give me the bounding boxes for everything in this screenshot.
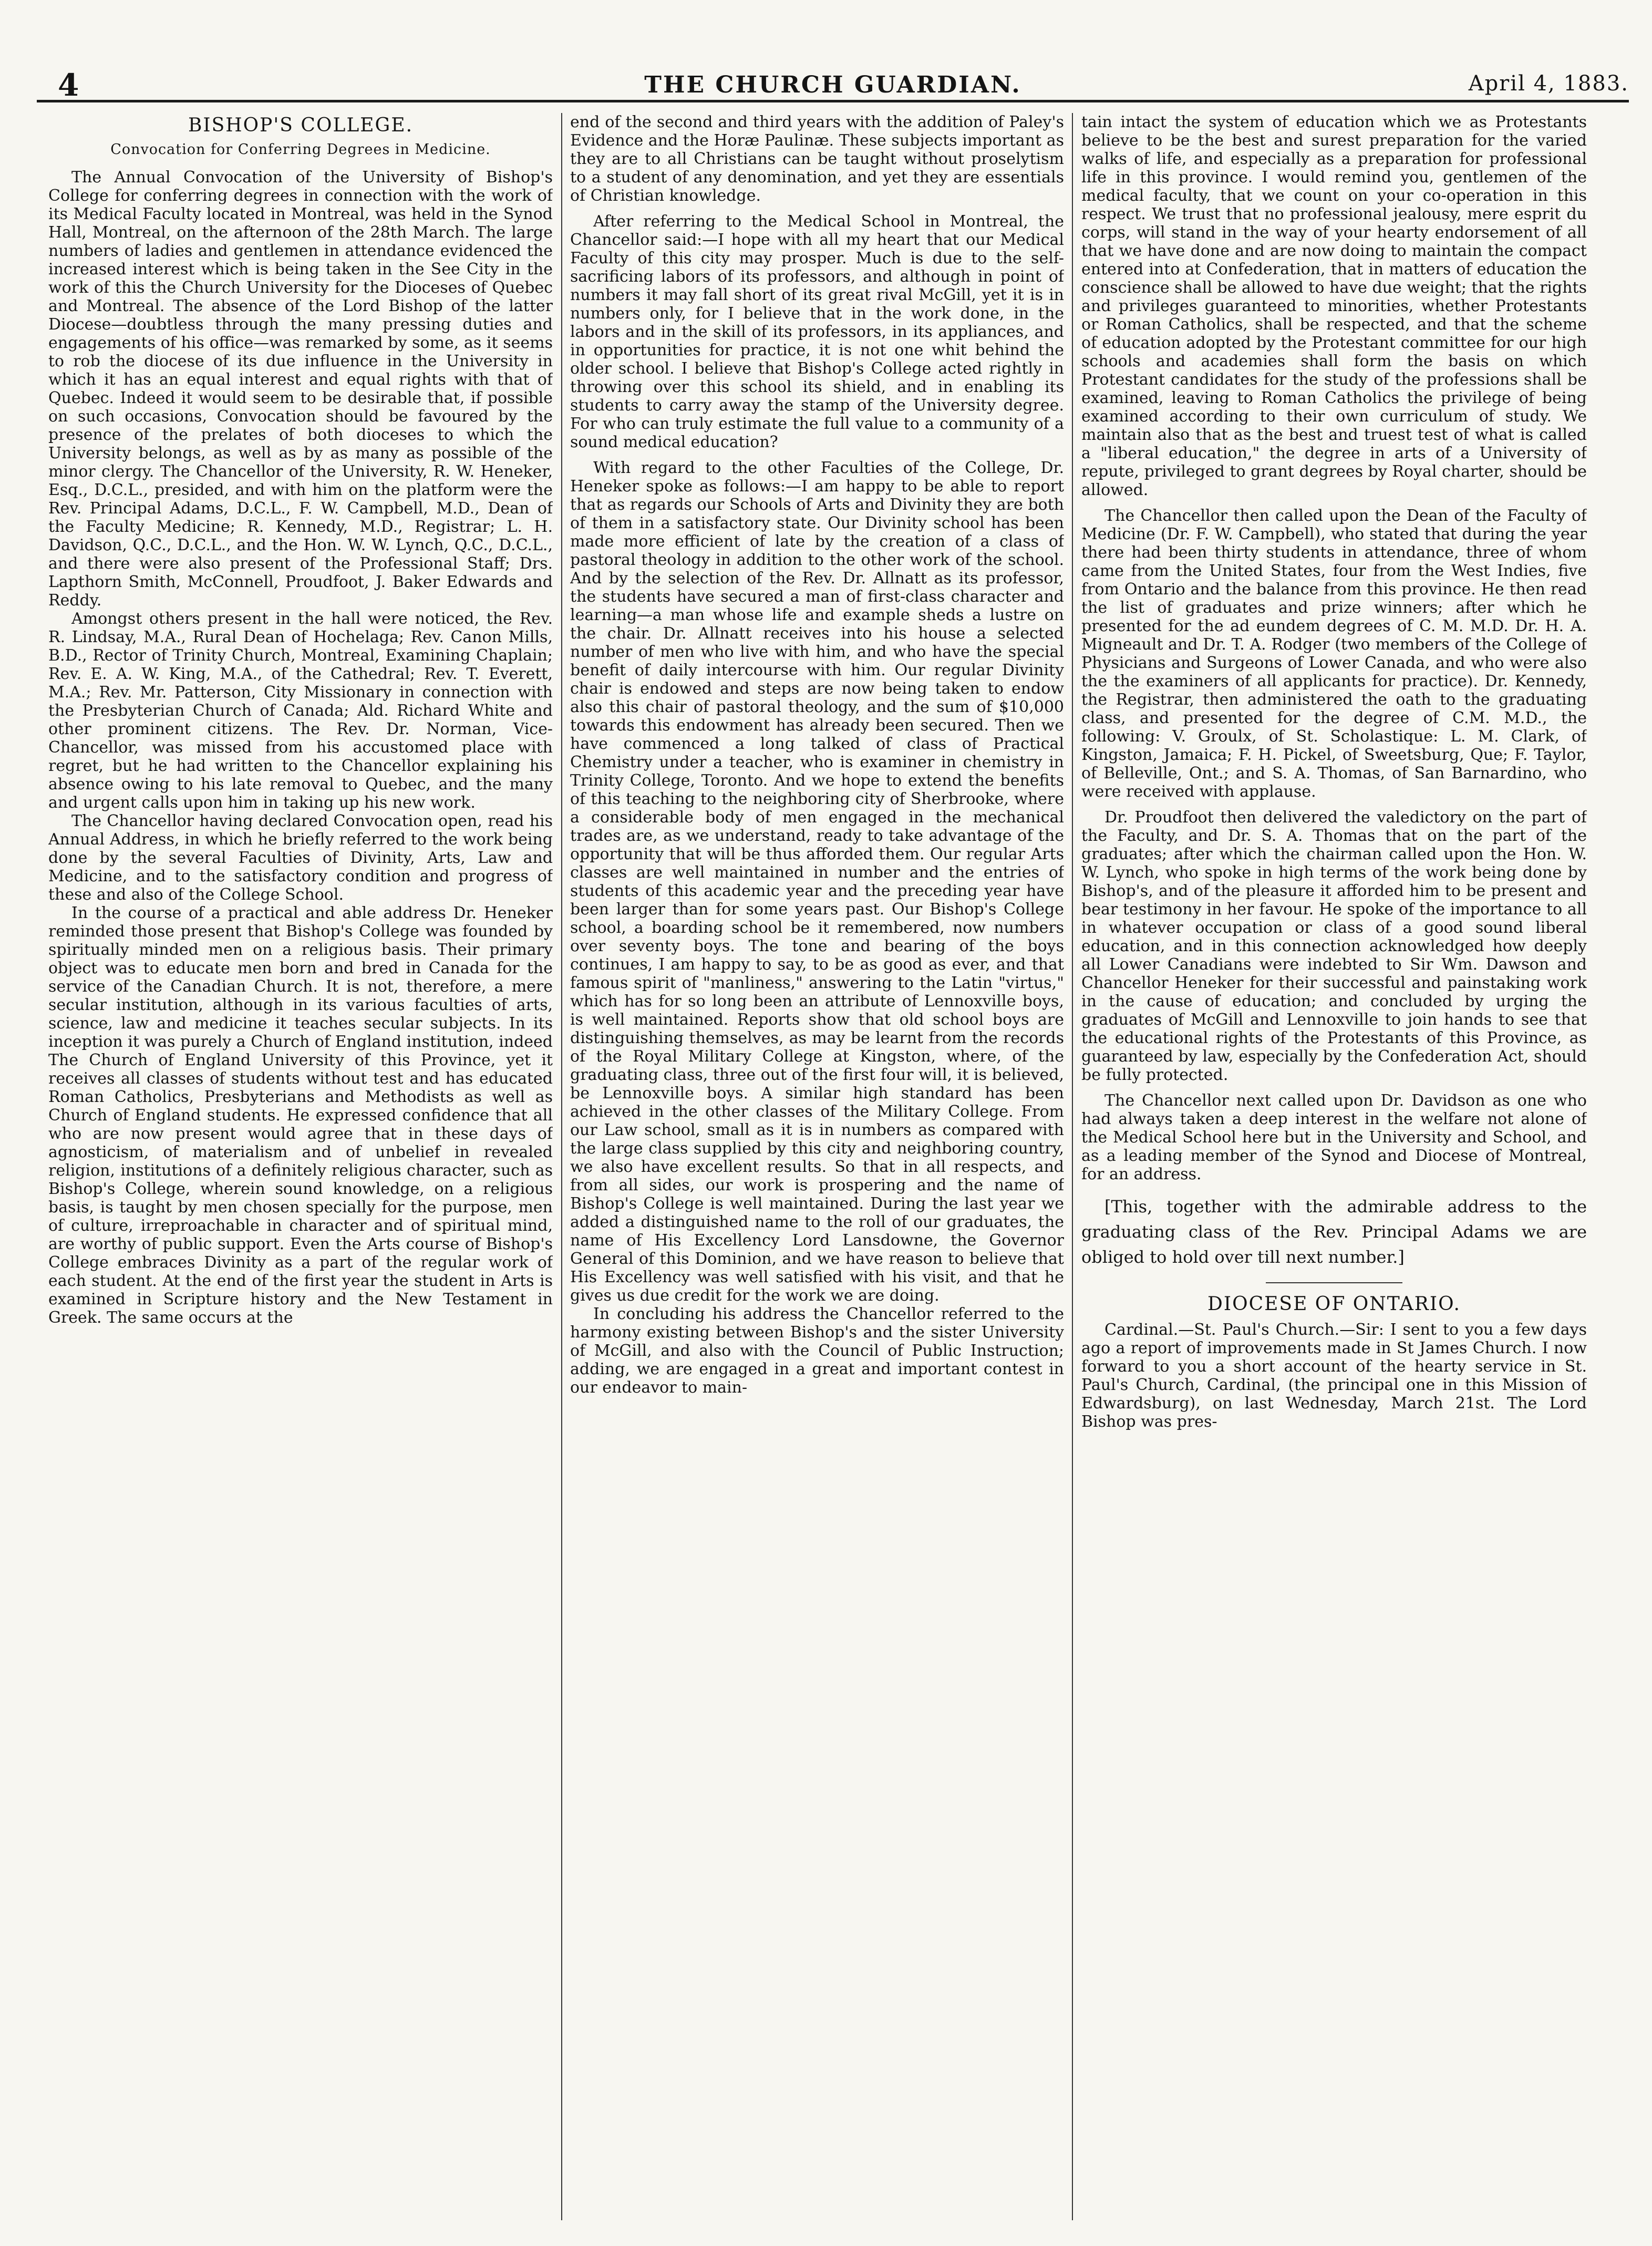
paragraph: The Annual Convocation of the University of Bishop's College for conferring degrees in connection with the work of its Medical Faculty located in Montreal, was held in the Synod Hall, Montreal, on the afternoon of the 28th March. The large numbers of ladies and gentlemen in attendance evidenced the increased interest which is being taken in the See City in the work of this the Church University for the Dioceses of Quebec and Montreal. The absence of the Lord Bishop of the latter Diocese—doubtless through the many pressing duties and engagements of his office—was remarked by some, as it seems to rob the diocese of its due influence in the University in which it has an equal interest and equal rights with that of Quebec. Indeed it would seem to be desirable that, if possible on such occasions, Convocation should be favoured by the presence of the prelates of both dioceses to which the University belongs, as well as by as many as possible of the minor clergy. The Chancellor of the University, R. W. Heneker, Esq., D.C.L., presided, and with him on the platform were the Rev. Principal Adams, D.C.L., F. W. Campbell, M.D., Dean of the Faculty Medicine; R. Kennedy, M.D., Registrar; L. H. Davidson, Q.C., D.C.L., and the Hon. W. W. Lynch, Q.C., D.C.L., and there were also present of the Professional Staff; Drs. Lapthorn Smith, McConnell, Proudfoot, J. Baker Edwards and Reddy. bbox=[48, 168, 553, 610]
paragraph: The Chancellor having declared Convocation open, read his Annual Address, in which he briefly referred to the work being done by the several Faculties of Divinity, Arts, Law and Medicine, and to the satisfactory condition and progress of these and also of the College School. bbox=[48, 812, 553, 904]
column-divider bbox=[561, 113, 562, 2220]
issue-date: April 4, 1883. bbox=[1468, 71, 1629, 96]
column-2 bbox=[570, 113, 1064, 2220]
paragraph: Cardinal.—St. Paul's Church.—Sir: I sent to you a few days ago a report of improvements made in St James Church. I now forward to you a short account of the hearty service in St. Paul's Church, Cardinal, (the principal one in this Mission of Edwardsburg), on last Wednesday, March 21st. The Lord Bishop was pres- bbox=[1081, 1321, 1587, 1431]
article-subheading: Convocation for Conferring Degrees in Medicine. bbox=[110, 141, 491, 158]
newspaper-title: THE CHURCH GUARDIAN. bbox=[644, 71, 1021, 98]
masthead bbox=[37, 67, 1629, 102]
paragraph: Amongst others present in the hall were noticed, the Rev. R. Lindsay, M.A., Rural Dean of Hochelaga; Rev. Canon Mills, B.D., Rector of Trinity Church, Montreal, Examining Chaplain; Rev. E. A. W. King, M.A., of the Cathedral; Rev. T. Everett, M.A.; Rev. Mr. Patterson, City Missionary in connection with the Presbyterian Church of Canada; Ald. Richard White and other prominent citizens. The Rev. Dr. Norman, Vice-Chancellor, was missed from his accustomed place with regret, but he had written to the Chancellor explaining his absence owing to his late removal to Quebec, and the many and urgent calls upon him in taking up his new work. bbox=[48, 610, 553, 812]
paragraph: tain intact the system of education which we as Protestants believe to be the best and surest preparation for the varied walks of life, and especially as a preparation for professional life in this province. I would remind you, gentlemen of the medical faculty, that we count on your co-operation in this respect. We trust that no professional jealousy, mere esprit du corps, will stand in the way of your hearty endorsement of all that we have done and are now doing to maintain the compact entered into at Confederation, that in matters of education the conscience shall be allowed to have due weight; that the rights and privileges guaranteed to minorities, whether Protestants or Roman Catholics, shall be respected, and that the scheme of education adopted by the Protestant committee for our high schools and academies shall form the basis on which Protestant candidates for the study of the professions shall be examined, leaving to Roman Catholics the privilege of being examined according to their own curriculum of study. We maintain also that as the best and truest test of what is called a "liberal education," the degree in arts of a University of repute, privileged to grant degrees by Royal charter, should be allowed. bbox=[1081, 113, 1587, 499]
paragraph: end of the second and third years with the addition of Paley's Evidence and the Horæ Paulinæ. These subjects important as they are to all Christians can be taught without proselytism to a student of any denomination, and yet they are essentials of Christian knowledge. bbox=[570, 113, 1064, 205]
column-3 bbox=[1081, 113, 1587, 2220]
paragraph: With regard to the other Faculties of the College, Dr. Heneker spoke as follows:—I am happy to be able to report that as regards our Schools of Arts and Divinity they are both of them in a satisfactory state. Our Divinity school has been made more efficient of late by the creation of a class of pastoral theology in addition to the other work of the school. And by the selection of the Rev. Dr. Allnatt as its professor, the students have secured a man of first-class character and learning—a man whose life and example sheds a lustre on the chair. Dr. Allnatt receives into his house a selected number of men who live with him, and who have the special benefit of daily intercourse with him. Our regular Divinity chair is endowed and steps are now being taken to endow also this chair of pastoral theology, and the sum of $10,000 towards this endowment has already been secured. Then we have commenced a long talked of class of Practical Chemistry under a teacher, who is examiner in chemistry in Trinity College, Toronto. And we hope to extend the benefits of this teaching to the neighboring city of Sherbrooke, where a considerable body of men engaged in the mechanical trades are, as we understand, ready to take advantage of the opportunity that will be thus afforded them. Our regular Arts classes are well maintained in number and the entries of students of this academic year and the preceding year have been larger than for some years past. Our Bishop's College school, a boarding school be it remembered, now numbers over seventy boys. The tone and bearing of the boys continues, I am happy to say, to be as good as ever, and that famous spirit of "manliness," answering to the Latin "virtus," which has for so long been an attribute of Lennoxville boys, is well maintained. Reports show that old school boys are distinguishing themselves, as may be learnt from the records of the Royal Military College at Kingston, where, of the graduating class, three out of the first four will, it is believed, be Lennoxville boys. A similar high standard has been achieved in the other classes of the Military College. From our Law school, small as it is in numbers as compared with the large class supplied by this city and neighboring country, we also have excellent results. So that in all respects, and from all sides, our work is prospering and the name of Bishop's College is well maintained. During the last year we added a distinguished name to the roll of our graduates, the name of His Excellency Lord Lansdowne, the Governor General of this Dominion, and we have reason to believe that His Excellency was well satisfied with his visit, and that he gives us due credit for the work we are doing. bbox=[570, 459, 1064, 1305]
paragraph: The Chancellor next called upon Dr. Davidson as one who had always taken a deep interest in the welfare not alone of the Medical School here but in the University and School, and as a leading member of the Synod and Diocese of Montreal, for an address. bbox=[1081, 1091, 1587, 1183]
column-divider bbox=[1072, 113, 1073, 2220]
column-1 bbox=[48, 113, 553, 2220]
article-heading: BISHOP'S COLLEGE. bbox=[188, 115, 414, 136]
paragraph: In the course of a practical and able address Dr. Heneker reminded those present that Bishop's College was founded by spiritually minded men on a religious basis. Their primary object was to educate men born and bred in Canada for the service of the Canadian Church. It is not, therefore, a mere secular institution, although in its various faculties of arts, science, law and medicine it teaches secular subjects. In its inception it was purely a Church of England institution, indeed The Church of England University of this Province, yet it receives all classes of students without test and has educated Roman Catholics, Presbyterians and Methodists as well as Church of England students. He expressed confidence that all who are now present would agree that in these days of agnosticism, of materialism and of unbelief in revealed religion, institutions of a definitely religious character, such as Bishop's College, wherein sound knowledge, on a religious basis, is taught by men chosen specially for the purpose, men of culture, irreproachable in character and of spiritual mind, are worthy of public support. Even the Arts course of Bishop's College embraces Divinity as a part of the regular work of each student. At the end of the first year the student in Arts is examined in Scripture history and the New Testament in Greek. The same occurs at the bbox=[48, 904, 553, 1327]
article-heading: DIOCESE OF ONTARIO. bbox=[1207, 1293, 1461, 1315]
paragraph: After referring to the Medical School in Montreal, the Chancellor said:—I hope with all my heart that our Medical Faculty of this city may prosper. Much is due to the self-sacrificing labors of its professors, and although in point of numbers it may fall short of its great rival McGill, yet it is in numbers only, for I believe that in the work done, in the labors and in the skill of its professors, in its appliances, and in opportunities for practice, it is not one whit behind the older school. I believe that Bishop's College acted rightly in throwing over this school its shield, and in enabling its students to carry away the stamp of the University degree. For who can truly estimate the full value to a community of a sound medical education? bbox=[570, 212, 1064, 451]
paragraph: In concluding his address the Chancellor referred to the harmony existing between Bishop's and the sister University of McGill, and also with the Council of Public Instruction; adding, we are engaged in a great and important contest in our endeavor to main- bbox=[570, 1305, 1064, 1397]
section-divider bbox=[1266, 1282, 1402, 1283]
page-number: 4 bbox=[58, 67, 79, 103]
editorial-note: [This, together with the admirable address to the graduating class of the Rev. Principal Adams we are obliged to hold over till next number.] bbox=[1081, 1197, 1587, 1267]
paragraph: The Chancellor then called upon the Dean of the Faculty of Medicine (Dr. F. W. Campbell), who stated that during the year there had been thirty students in attendance, three of whom came from the United States, four from the West Indies, five from Ontario and the balance from this province. He then read the list of graduates and prize winners; after which he presented for the ad eundem degrees of C. M. M.D. Dr. H. A. Migneault and Dr. T. A. Rodger (two members of the College of Physicians and Surgeons of Lower Canada, and who were also the the examiners of all applicants for practice). Dr. Kennedy, the Registrar, then administered the oath to the graduating class, and presented for the degree of C.M. M.D., the following: V. Groulx, of St. Scholastique: L. M. Clark, of Kingston, Jamaica; F. H. Pickel, of Sweetsburg, Que; F. Taylor, of Belleville, Ont.; and S. A. Thomas, of San Barnardino, who were received with applause. bbox=[1081, 507, 1587, 801]
paragraph: Dr. Proudfoot then delivered the valedictory on the part of the Faculty, and Dr. S. A. Thomas that on the part of the graduates; after which the chairman called upon the Hon. W. W. Lynch, who spoke in high terms of the work being done by Bishop's, and of the pleasure it afforded him to be present and bear testimony in her favour. He spoke of the importance to all in whatever occupation or class of a good sound liberal education, and in this connection acknowledged how deeply all Lower Canadians were indebted to Sir Wm. Dawson and Chancellor Heneker for their successful and painstaking work in the cause of education; and concluded by urging the graduates of McGill and Lennoxville to join hands to see that the educational rights of the Protestants of this Province, as guaranteed by law, especially by the Confederation Act, should be fully protected. bbox=[1081, 808, 1587, 1084]
